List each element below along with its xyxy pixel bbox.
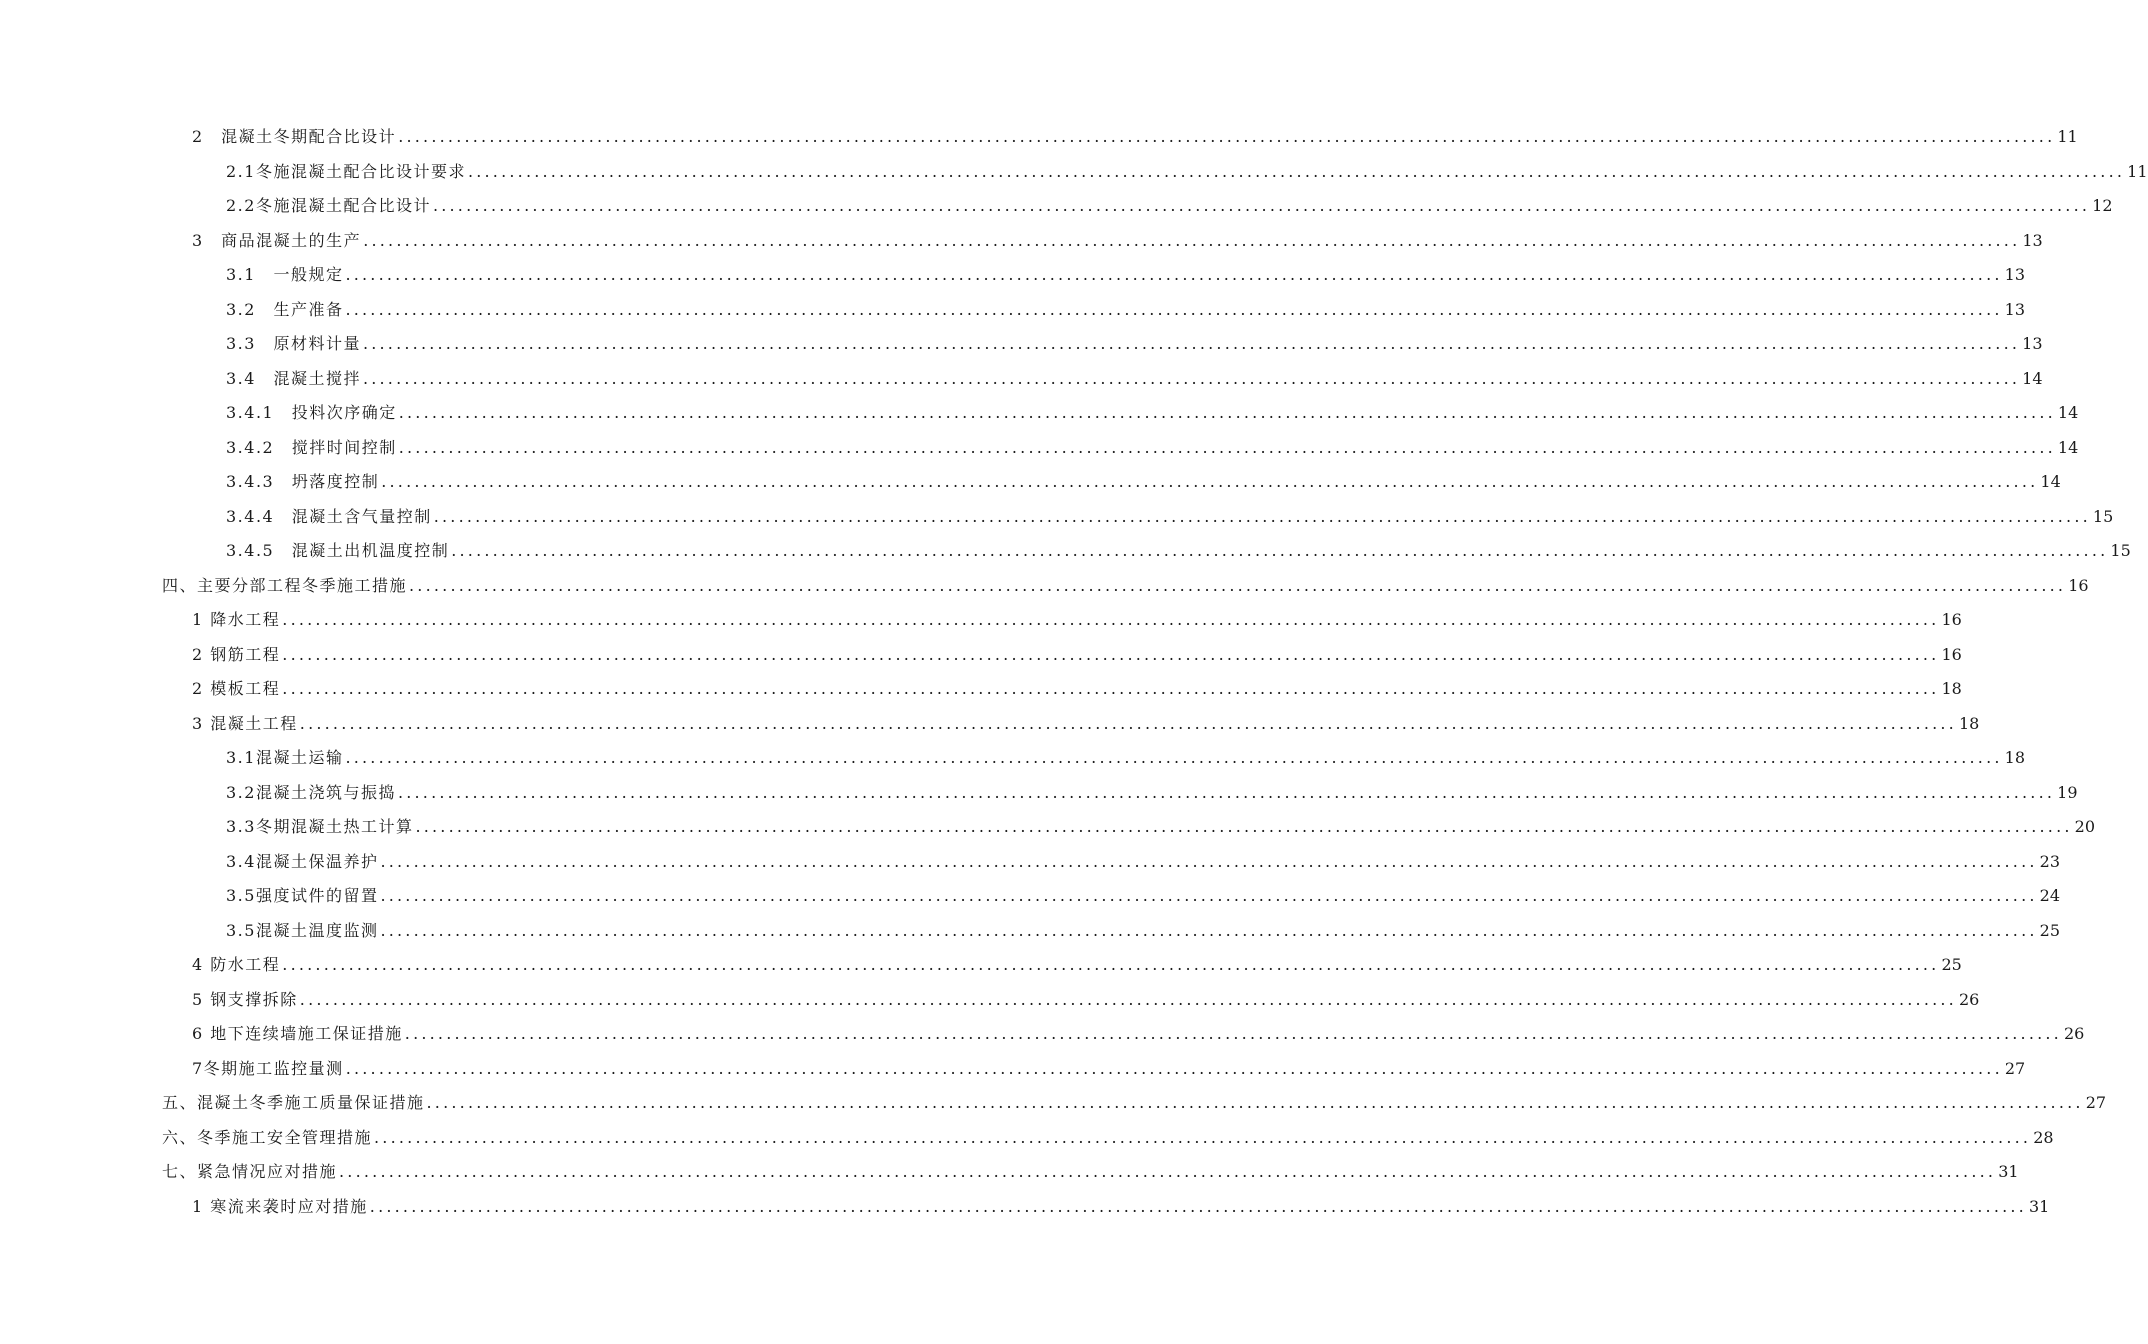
toc-entry-title: 3.3冬期混凝土热工计算	[226, 817, 414, 836]
toc-entry[interactable]	[0, 672, 1962, 707]
toc-leader-dots: ........................................................................................................................................................................................................	[299, 713, 1957, 733]
toc-page-number: 13	[2022, 334, 2043, 353]
toc-page-number: 14	[2040, 472, 2061, 491]
toc-leader-dots: ........................................................................................................................................................................................................	[345, 265, 2003, 284]
toc-page-number: 19	[2057, 782, 2078, 802]
toc-page-number: 13	[2022, 230, 2043, 250]
toc-entry[interactable]	[0, 810, 2095, 845]
toc-entry-title: 3.1 一般规定	[226, 265, 344, 284]
toc-leader-dots: ........................................................................................................................................................................................................	[380, 851, 2038, 871]
toc-page-number: 18	[1958, 713, 1980, 733]
toc-entry-title: 3.3 原材料计量	[226, 334, 361, 353]
toc-entry-title: 5 钢支撑拆除	[192, 989, 298, 1009]
toc-page-number: 16	[2068, 575, 2089, 595]
toc-entry-title: 1 寒流来袭时应对措施	[192, 1196, 368, 1216]
toc-entry[interactable]	[0, 776, 2078, 811]
toc-entry-title: 6 地下连续墙施工保证措施	[192, 1024, 403, 1043]
toc-entry-title: 4 防水工程	[192, 955, 281, 974]
toc-leader-dots: ........................................................................................................................................................................................................	[345, 299, 2003, 319]
toc-entry[interactable]	[0, 224, 2043, 259]
toc-leader-dots: ........................................................................................................................................................................................................	[363, 230, 2021, 250]
toc-leader-dots: ........................................................................................................................................................................................................	[381, 472, 2039, 491]
toc-page-number: 16	[1941, 610, 1962, 629]
toc-leader-dots: ........................................................................................................................................................................................................	[282, 644, 1940, 664]
toc-page-number: 13	[2004, 265, 2025, 284]
toc-leader-dots: ........................................................................................................................................................................................................	[433, 506, 2091, 526]
toc-page-number: 11	[2127, 161, 2148, 181]
toc-entry-title: 2.2冬施混凝土配合比设计	[226, 196, 431, 215]
toc-leader-dots: ........................................................................................................................................................................................................	[451, 541, 2109, 560]
toc-page-number: 26	[2063, 1024, 2085, 1043]
toc-entry-title: 七、紧急情况应对措施	[162, 1162, 338, 1181]
toc-entry[interactable]	[0, 1017, 2085, 1052]
toc-entry-title: 3.4 混凝土搅拌	[226, 368, 361, 388]
toc-page-number: 14	[2057, 403, 2079, 422]
toc-entry[interactable]	[0, 500, 2114, 535]
toc-entry-title: 3.4.5 混凝土出机温度控制	[226, 541, 450, 560]
toc-leader-dots: ........................................................................................................................................................................................................	[380, 886, 2038, 905]
toc-page-number: 16	[1941, 644, 1962, 664]
toc-page-number: 23	[2039, 851, 2060, 871]
toc-entry[interactable]	[0, 603, 1962, 638]
toc-leader-dots: ........................................................................................................................................................................................................	[345, 748, 2003, 767]
toc-leader-dots: ........................................................................................................................................................................................................	[432, 196, 2091, 215]
toc-entry-title: 3.1混凝土运输	[226, 748, 344, 767]
toc-entry[interactable]	[0, 1121, 2054, 1156]
toc-entry[interactable]	[0, 189, 2113, 224]
toc-entry-title: 2 混凝土冬期配合比设计	[192, 127, 397, 146]
toc-leader-dots: ........................................................................................................................................................................................................	[398, 403, 2056, 422]
toc-leader-dots: ........................................................................................................................................................................................................	[404, 1024, 2062, 1043]
toc-entry[interactable]	[0, 534, 2131, 569]
toc-entry-title: 3.2 生产准备	[226, 299, 344, 319]
toc-entry-title: 3.4.1 投料次序确定	[226, 403, 397, 422]
toc-page-number: 12	[2092, 196, 2113, 215]
toc-page-number: 11	[2057, 127, 2078, 146]
toc-entry[interactable]	[0, 155, 2148, 190]
toc-entry[interactable]	[0, 465, 2061, 500]
toc-entry[interactable]	[0, 1155, 2019, 1190]
toc-entry[interactable]	[0, 258, 2025, 293]
toc-page-number: 14	[2057, 437, 2079, 457]
toc-page-number: 15	[2110, 541, 2131, 560]
toc-leader-dots: ........................................................................................................................................................................................................	[426, 1093, 2084, 1112]
toc-entry[interactable]	[0, 569, 2089, 604]
toc-page-number: 26	[1958, 989, 1980, 1009]
toc-entry-title: 2 模板工程	[192, 679, 281, 698]
toc-entry[interactable]	[0, 741, 2025, 776]
toc-entry-title: 四、主要分部工程冬季施工措施	[162, 575, 408, 595]
toc-leader-dots: ........................................................................................................................................................................................................	[374, 1127, 2032, 1147]
toc-entry-title: 7冬期施工监控量测	[192, 1058, 344, 1078]
toc-leader-dots: ........................................................................................................................................................................................................	[397, 782, 2056, 802]
toc-leader-dots: ........................................................................................................................................................................................................	[345, 1058, 2003, 1078]
toc-entry[interactable]	[0, 914, 2060, 949]
toc-entry[interactable]	[0, 1190, 2050, 1225]
toc-entry[interactable]	[0, 879, 2060, 914]
toc-leader-dots: ........................................................................................................................................................................................................	[398, 127, 2056, 146]
toc-entry[interactable]	[0, 293, 2025, 328]
toc-entry[interactable]	[0, 362, 2043, 397]
toc-entry[interactable]	[0, 1052, 2026, 1087]
toc-page-number: 27	[2085, 1093, 2107, 1112]
toc-page-number: 18	[1941, 679, 1962, 698]
toc-entry[interactable]	[0, 431, 2079, 466]
toc-entry-title: 3.4.4 混凝土含气量控制	[226, 506, 432, 526]
toc-leader-dots: ........................................................................................................................................................................................................	[380, 920, 2038, 940]
toc-entry[interactable]	[0, 948, 1962, 983]
toc-page-number: 25	[1941, 955, 1962, 974]
toc-page-number: 13	[2004, 299, 2025, 319]
toc-leader-dots: ........................................................................................................................................................................................................	[369, 1196, 2027, 1216]
toc-entry-title: 五、混凝土冬季施工质量保证措施	[162, 1093, 425, 1112]
toc-entry-title: 3.2混凝土浇筑与振捣	[226, 782, 396, 802]
toc-entry[interactable]	[0, 707, 1980, 742]
toc-leader-dots: ........................................................................................................................................................................................................	[362, 334, 2021, 353]
toc-entry-title: 3.4.3 坍落度控制	[226, 472, 380, 491]
toc-entry-title: 1 降水工程	[192, 610, 281, 629]
toc-entry[interactable]	[0, 983, 1980, 1018]
toc-page-number: 15	[2092, 506, 2114, 526]
toc-page-number: 31	[2028, 1196, 2050, 1216]
toc-page-number: 28	[2033, 1127, 2054, 1147]
toc-entry-title: 六、冬季施工安全管理措施	[162, 1127, 373, 1147]
toc-entry-title: 3.5强度试件的留置	[226, 886, 379, 905]
table-of-contents	[0, 120, 2148, 1224]
toc-leader-dots: ........................................................................................................................................................................................................	[282, 610, 1940, 629]
toc-page-number: 20	[2074, 817, 2095, 836]
toc-leader-dots: ........................................................................................................................................................................................................	[362, 368, 2021, 388]
toc-entry-title: 3 混凝土工程	[192, 713, 298, 733]
toc-entry-title: 3.5混凝土温度监测	[226, 920, 379, 940]
toc-page-number: 14	[2022, 368, 2043, 388]
toc-entry[interactable]	[0, 396, 2079, 431]
toc-page-number: 18	[2004, 748, 2025, 767]
toc-leader-dots: ........................................................................................................................................................................................................	[398, 437, 2056, 457]
toc-entry-title: 2.1冬施混凝土配合比设计要求	[226, 161, 466, 181]
toc-leader-dots: ........................................................................................................................................................................................................	[339, 1162, 1997, 1181]
toc-entry[interactable]	[0, 845, 2060, 880]
toc-entry-title: 3.4混凝土保温养护	[226, 851, 379, 871]
toc-entry-title: 2 钢筋工程	[192, 644, 281, 664]
toc-leader-dots: ........................................................................................................................................................................................................	[282, 679, 1940, 698]
toc-page-number: 31	[1998, 1162, 2019, 1181]
toc-leader-dots: ........................................................................................................................................................................................................	[415, 817, 2073, 836]
toc-page-number: 24	[2039, 886, 2060, 905]
toc-leader-dots: ........................................................................................................................................................................................................	[467, 161, 2126, 181]
toc-page-number: 25	[2039, 920, 2060, 940]
toc-entry-title: 3.4.2 搅拌时间控制	[226, 437, 397, 457]
toc-leader-dots: ........................................................................................................................................................................................................	[409, 575, 2067, 595]
toc-entry[interactable]	[0, 327, 2043, 362]
toc-leader-dots: ........................................................................................................................................................................................................	[299, 989, 1957, 1009]
toc-leader-dots: ........................................................................................................................................................................................................	[282, 955, 1940, 974]
toc-entry[interactable]	[0, 120, 2078, 155]
toc-entry-title: 3 商品混凝土的生产	[192, 230, 362, 250]
toc-entry[interactable]	[0, 638, 1962, 673]
toc-entry[interactable]	[0, 1086, 2107, 1121]
toc-page-number: 27	[2004, 1058, 2026, 1078]
